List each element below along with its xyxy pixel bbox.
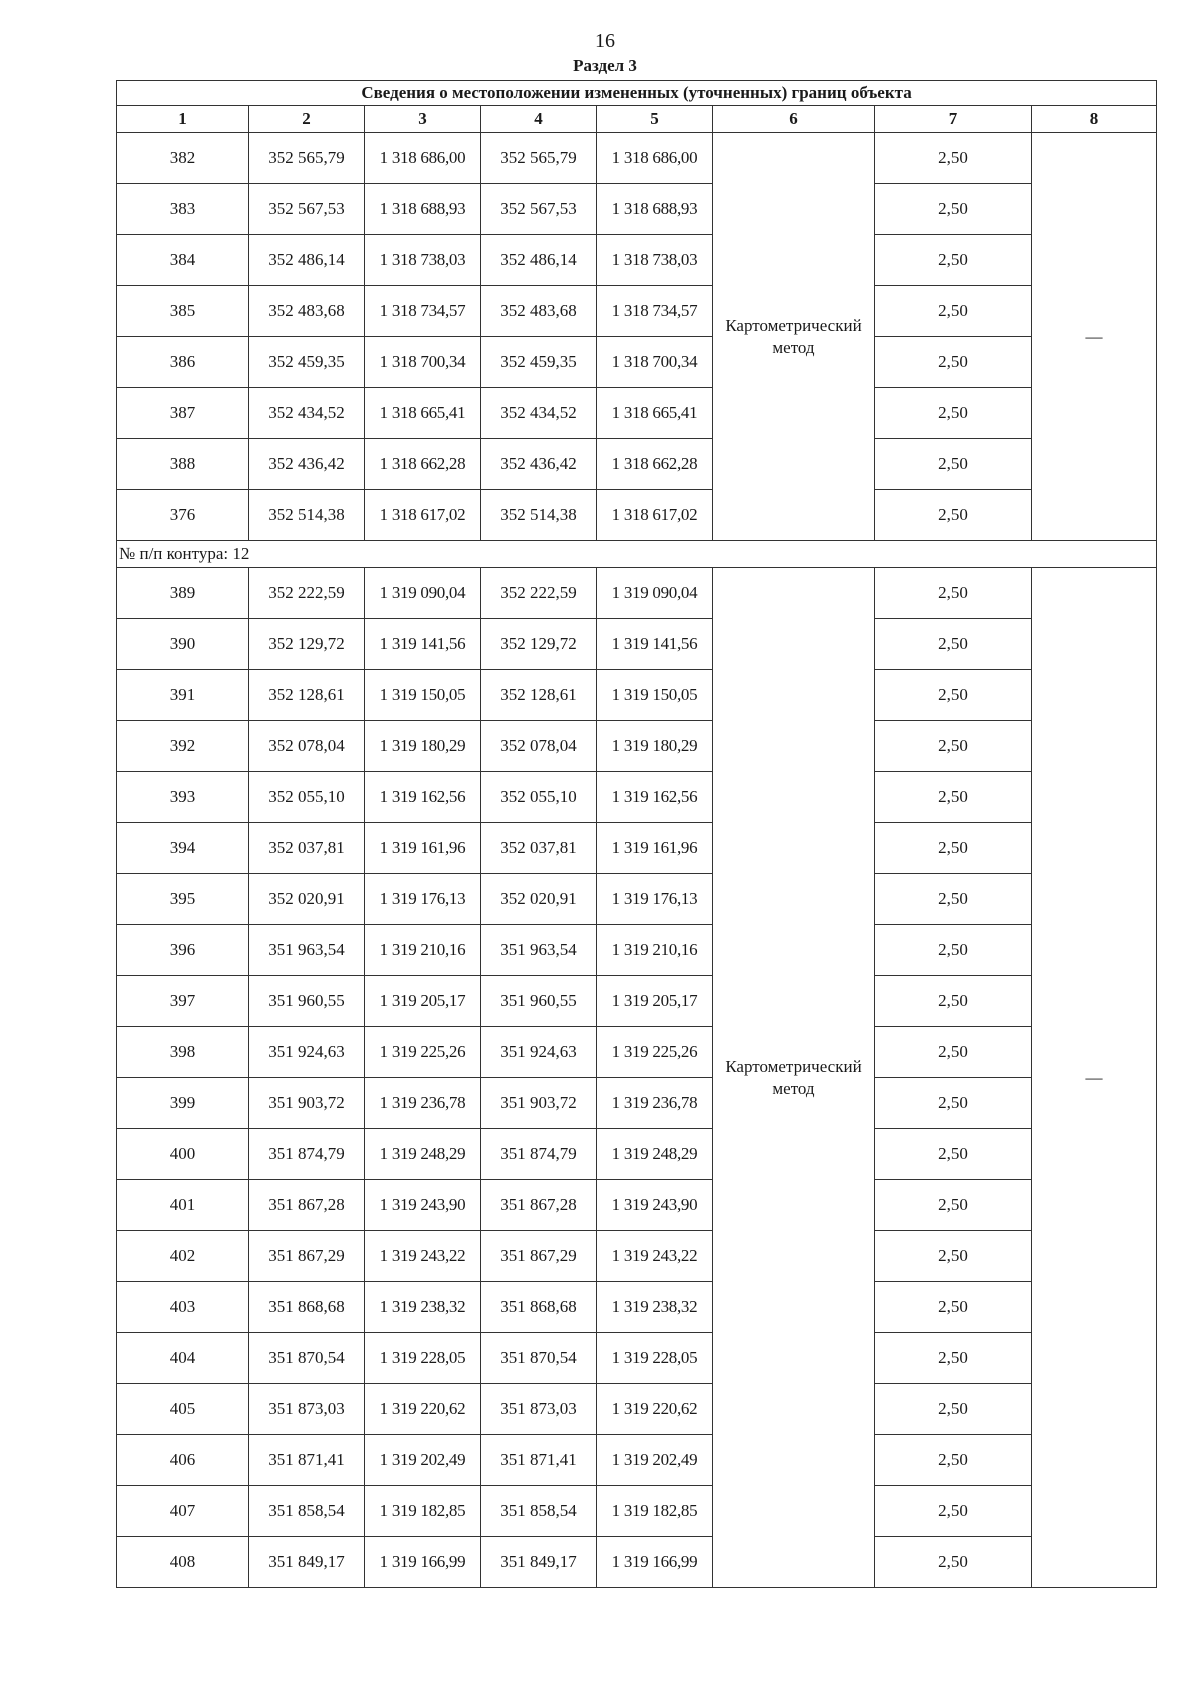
accuracy-cell: 2,50 [875, 1384, 1032, 1435]
x-new-cell: 352 020,91 [481, 874, 597, 925]
accuracy-cell: 2,50 [875, 1180, 1032, 1231]
x-new-cell: 352 483,68 [481, 286, 597, 337]
point-number-cell: 397 [117, 976, 249, 1027]
x-new-cell: 351 871,41 [481, 1435, 597, 1486]
x-existing-cell: 352 078,04 [249, 721, 365, 772]
x-existing-cell: 351 858,54 [249, 1486, 365, 1537]
y-existing-cell: 1 319 225,26 [365, 1027, 481, 1078]
y-existing-cell: 1 319 236,78 [365, 1078, 481, 1129]
x-existing-cell: 351 924,63 [249, 1027, 365, 1078]
table-row [117, 184, 1157, 235]
y-existing-cell: 1 319 228,05 [365, 1333, 481, 1384]
point-number-cell: 408 [117, 1537, 249, 1588]
description-cell: — [1032, 568, 1157, 1588]
y-new-cell: 1 319 141,56 [597, 619, 713, 670]
point-number-cell: 390 [117, 619, 249, 670]
x-new-cell: 352 222,59 [481, 568, 597, 619]
y-existing-cell: 1 318 734,57 [365, 286, 481, 337]
x-new-cell: 352 486,14 [481, 235, 597, 286]
x-existing-cell: 352 222,59 [249, 568, 365, 619]
y-existing-cell: 1 319 162,56 [365, 772, 481, 823]
y-existing-cell: 1 319 141,56 [365, 619, 481, 670]
x-existing-cell: 352 483,68 [249, 286, 365, 337]
y-new-cell: 1 318 688,93 [597, 184, 713, 235]
x-new-cell: 351 868,68 [481, 1282, 597, 1333]
x-existing-cell: 352 129,72 [249, 619, 365, 670]
point-number-cell: 391 [117, 670, 249, 721]
accuracy-cell: 2,50 [875, 133, 1032, 184]
y-new-cell: 1 318 617,02 [597, 490, 713, 541]
y-existing-cell: 1 319 243,22 [365, 1231, 481, 1282]
point-number-cell: 385 [117, 286, 249, 337]
y-existing-cell: 1 318 700,34 [365, 337, 481, 388]
accuracy-cell: 2,50 [875, 1333, 1032, 1384]
point-number-cell: 406 [117, 1435, 249, 1486]
y-existing-cell: 1 319 238,32 [365, 1282, 481, 1333]
section-title: Раздел 3 [573, 56, 637, 75]
y-new-cell: 1 319 210,16 [597, 925, 713, 976]
y-new-cell: 1 318 700,34 [597, 337, 713, 388]
point-number-cell: 404 [117, 1333, 249, 1384]
point-number-cell: 383 [117, 184, 249, 235]
x-new-cell: 352 128,61 [481, 670, 597, 721]
y-new-cell: 1 319 220,62 [597, 1384, 713, 1435]
y-existing-cell: 1 318 662,28 [365, 439, 481, 490]
y-new-cell: 1 318 738,03 [597, 235, 713, 286]
y-new-cell: 1 319 166,99 [597, 1537, 713, 1588]
x-new-cell: 352 129,72 [481, 619, 597, 670]
point-number-cell: 394 [117, 823, 249, 874]
x-existing-cell: 351 867,28 [249, 1180, 365, 1231]
accuracy-cell: 2,50 [875, 1537, 1032, 1588]
accuracy-cell: 2,50 [875, 568, 1032, 619]
x-existing-cell: 352 567,53 [249, 184, 365, 235]
x-new-cell: 352 078,04 [481, 721, 597, 772]
table-title-row [117, 81, 1157, 106]
x-new-cell: 351 849,17 [481, 1537, 597, 1588]
table-row [117, 1129, 1157, 1180]
accuracy-cell: 2,50 [875, 1027, 1032, 1078]
y-existing-cell: 1 319 182,85 [365, 1486, 481, 1537]
accuracy-cell: 2,50 [875, 1435, 1032, 1486]
x-existing-cell: 351 903,72 [249, 1078, 365, 1129]
point-number-cell: 407 [117, 1486, 249, 1537]
x-new-cell: 351 874,79 [481, 1129, 597, 1180]
accuracy-cell: 2,50 [875, 772, 1032, 823]
method-cell: Картометрический метод [713, 568, 875, 1588]
column-number: 3 [365, 106, 481, 133]
y-new-cell: 1 318 662,28 [597, 439, 713, 490]
y-new-cell: 1 319 202,49 [597, 1435, 713, 1486]
table-row [117, 490, 1157, 541]
x-new-cell: 351 963,54 [481, 925, 597, 976]
x-new-cell: 352 514,38 [481, 490, 597, 541]
y-new-cell: 1 319 243,22 [597, 1231, 713, 1282]
y-existing-cell: 1 319 210,16 [365, 925, 481, 976]
column-number: 1 [117, 106, 249, 133]
x-existing-cell: 352 434,52 [249, 388, 365, 439]
accuracy-cell: 2,50 [875, 1078, 1032, 1129]
accuracy-cell: 2,50 [875, 184, 1032, 235]
column-number: 8 [1032, 106, 1157, 133]
x-new-cell: 352 567,53 [481, 184, 597, 235]
point-number-cell: 376 [117, 490, 249, 541]
table-row [117, 976, 1157, 1027]
point-number-cell: 398 [117, 1027, 249, 1078]
y-existing-cell: 1 318 617,02 [365, 490, 481, 541]
table-row [117, 1027, 1157, 1078]
accuracy-cell: 2,50 [875, 439, 1032, 490]
accuracy-cell: 2,50 [875, 721, 1032, 772]
table-row [117, 874, 1157, 925]
table-row [117, 1180, 1157, 1231]
table-row [117, 772, 1157, 823]
point-number-cell: 387 [117, 388, 249, 439]
y-existing-cell: 1 319 205,17 [365, 976, 481, 1027]
x-existing-cell: 352 565,79 [249, 133, 365, 184]
x-existing-cell: 351 874,79 [249, 1129, 365, 1180]
point-number-cell: 402 [117, 1231, 249, 1282]
x-existing-cell: 351 868,68 [249, 1282, 365, 1333]
table-row [117, 823, 1157, 874]
x-existing-cell: 351 963,54 [249, 925, 365, 976]
accuracy-cell: 2,50 [875, 388, 1032, 439]
boundary-table [116, 80, 1157, 1588]
point-number-cell: 400 [117, 1129, 249, 1180]
y-new-cell: 1 318 686,00 [597, 133, 713, 184]
point-number-cell: 388 [117, 439, 249, 490]
x-existing-cell: 351 960,55 [249, 976, 365, 1027]
y-new-cell: 1 319 150,05 [597, 670, 713, 721]
accuracy-cell: 2,50 [875, 337, 1032, 388]
x-new-cell: 351 858,54 [481, 1486, 597, 1537]
accuracy-cell: 2,50 [875, 670, 1032, 721]
table-row [117, 337, 1157, 388]
x-new-cell: 352 459,35 [481, 337, 597, 388]
description-cell: — [1032, 133, 1157, 541]
accuracy-cell: 2,50 [875, 1282, 1032, 1333]
y-new-cell: 1 319 182,85 [597, 1486, 713, 1537]
table-row [117, 388, 1157, 439]
accuracy-cell: 2,50 [875, 874, 1032, 925]
contour-row [117, 541, 1157, 568]
x-existing-cell: 351 867,29 [249, 1231, 365, 1282]
y-new-cell: 1 319 225,26 [597, 1027, 713, 1078]
y-new-cell: 1 318 734,57 [597, 286, 713, 337]
x-new-cell: 351 903,72 [481, 1078, 597, 1129]
x-existing-cell: 351 873,03 [249, 1384, 365, 1435]
accuracy-cell: 2,50 [875, 1231, 1032, 1282]
table-row [117, 925, 1157, 976]
accuracy-cell: 2,50 [875, 490, 1032, 541]
y-new-cell: 1 319 243,90 [597, 1180, 713, 1231]
point-number-cell: 403 [117, 1282, 249, 1333]
method-cell: Картометрический метод [713, 133, 875, 541]
table-row [117, 1486, 1157, 1537]
point-number-cell: 393 [117, 772, 249, 823]
x-new-cell: 351 873,03 [481, 1384, 597, 1435]
table-row [117, 235, 1157, 286]
y-existing-cell: 1 319 180,29 [365, 721, 481, 772]
accuracy-cell: 2,50 [875, 823, 1032, 874]
x-new-cell: 352 434,52 [481, 388, 597, 439]
x-new-cell: 351 867,29 [481, 1231, 597, 1282]
x-existing-cell: 352 037,81 [249, 823, 365, 874]
x-new-cell: 351 960,55 [481, 976, 597, 1027]
column-number: 4 [481, 106, 597, 133]
table-row [117, 1435, 1157, 1486]
y-new-cell: 1 319 090,04 [597, 568, 713, 619]
table-row [117, 1537, 1157, 1588]
y-existing-cell: 1 319 161,96 [365, 823, 481, 874]
accuracy-cell: 2,50 [875, 925, 1032, 976]
y-new-cell: 1 319 248,29 [597, 1129, 713, 1180]
table-row [117, 439, 1157, 490]
x-existing-cell: 351 849,17 [249, 1537, 365, 1588]
table-row [117, 133, 1157, 184]
table-row [117, 568, 1157, 619]
table-row [117, 1282, 1157, 1333]
x-existing-cell: 352 020,91 [249, 874, 365, 925]
accuracy-cell: 2,50 [875, 619, 1032, 670]
y-new-cell: 1 319 205,17 [597, 976, 713, 1027]
y-existing-cell: 1 319 176,13 [365, 874, 481, 925]
table-title: Сведения о местоположении измененных (уточненных) границ объекта [117, 81, 1157, 106]
column-number: 5 [597, 106, 713, 133]
accuracy-cell: 2,50 [875, 286, 1032, 337]
x-new-cell: 352 055,10 [481, 772, 597, 823]
y-new-cell: 1 319 228,05 [597, 1333, 713, 1384]
x-existing-cell: 351 871,41 [249, 1435, 365, 1486]
y-existing-cell: 1 319 248,29 [365, 1129, 481, 1180]
y-new-cell: 1 319 162,56 [597, 772, 713, 823]
x-new-cell: 351 924,63 [481, 1027, 597, 1078]
table-row [117, 619, 1157, 670]
accuracy-cell: 2,50 [875, 976, 1032, 1027]
point-number-cell: 399 [117, 1078, 249, 1129]
y-existing-cell: 1 318 738,03 [365, 235, 481, 286]
table-row [117, 670, 1157, 721]
table-row [117, 1231, 1157, 1282]
column-number: 7 [875, 106, 1032, 133]
table-row [117, 721, 1157, 772]
y-existing-cell: 1 318 686,00 [365, 133, 481, 184]
x-new-cell: 352 436,42 [481, 439, 597, 490]
column-number: 6 [713, 106, 875, 133]
y-existing-cell: 1 319 220,62 [365, 1384, 481, 1435]
y-new-cell: 1 319 176,13 [597, 874, 713, 925]
x-existing-cell: 351 870,54 [249, 1333, 365, 1384]
table-row [117, 286, 1157, 337]
x-existing-cell: 352 055,10 [249, 772, 365, 823]
table-row [117, 1333, 1157, 1384]
page-number: 16 [595, 30, 615, 52]
column-number: 2 [249, 106, 365, 133]
x-new-cell: 352 037,81 [481, 823, 597, 874]
y-existing-cell: 1 319 150,05 [365, 670, 481, 721]
y-new-cell: 1 319 180,29 [597, 721, 713, 772]
y-new-cell: 1 318 665,41 [597, 388, 713, 439]
x-new-cell: 351 867,28 [481, 1180, 597, 1231]
accuracy-cell: 2,50 [875, 1129, 1032, 1180]
y-existing-cell: 1 318 665,41 [365, 388, 481, 439]
point-number-cell: 382 [117, 133, 249, 184]
x-existing-cell: 352 486,14 [249, 235, 365, 286]
y-existing-cell: 1 319 166,99 [365, 1537, 481, 1588]
y-new-cell: 1 319 236,78 [597, 1078, 713, 1129]
point-number-cell: 396 [117, 925, 249, 976]
accuracy-cell: 2,50 [875, 1486, 1032, 1537]
point-number-cell: 395 [117, 874, 249, 925]
x-new-cell: 351 870,54 [481, 1333, 597, 1384]
x-existing-cell: 352 436,42 [249, 439, 365, 490]
y-existing-cell: 1 319 090,04 [365, 568, 481, 619]
point-number-cell: 389 [117, 568, 249, 619]
table-row [117, 1078, 1157, 1129]
table-row [117, 1384, 1157, 1435]
contour-label: № п/п контура: 12 [117, 541, 1157, 568]
y-new-cell: 1 319 238,32 [597, 1282, 713, 1333]
x-new-cell: 352 565,79 [481, 133, 597, 184]
point-number-cell: 384 [117, 235, 249, 286]
x-existing-cell: 352 459,35 [249, 337, 365, 388]
y-new-cell: 1 319 161,96 [597, 823, 713, 874]
y-existing-cell: 1 319 202,49 [365, 1435, 481, 1486]
accuracy-cell: 2,50 [875, 235, 1032, 286]
y-existing-cell: 1 318 688,93 [365, 184, 481, 235]
x-existing-cell: 352 514,38 [249, 490, 365, 541]
point-number-cell: 392 [117, 721, 249, 772]
point-number-cell: 405 [117, 1384, 249, 1435]
y-existing-cell: 1 319 243,90 [365, 1180, 481, 1231]
x-existing-cell: 352 128,61 [249, 670, 365, 721]
point-number-cell: 386 [117, 337, 249, 388]
column-number-row [117, 106, 1157, 133]
point-number-cell: 401 [117, 1180, 249, 1231]
